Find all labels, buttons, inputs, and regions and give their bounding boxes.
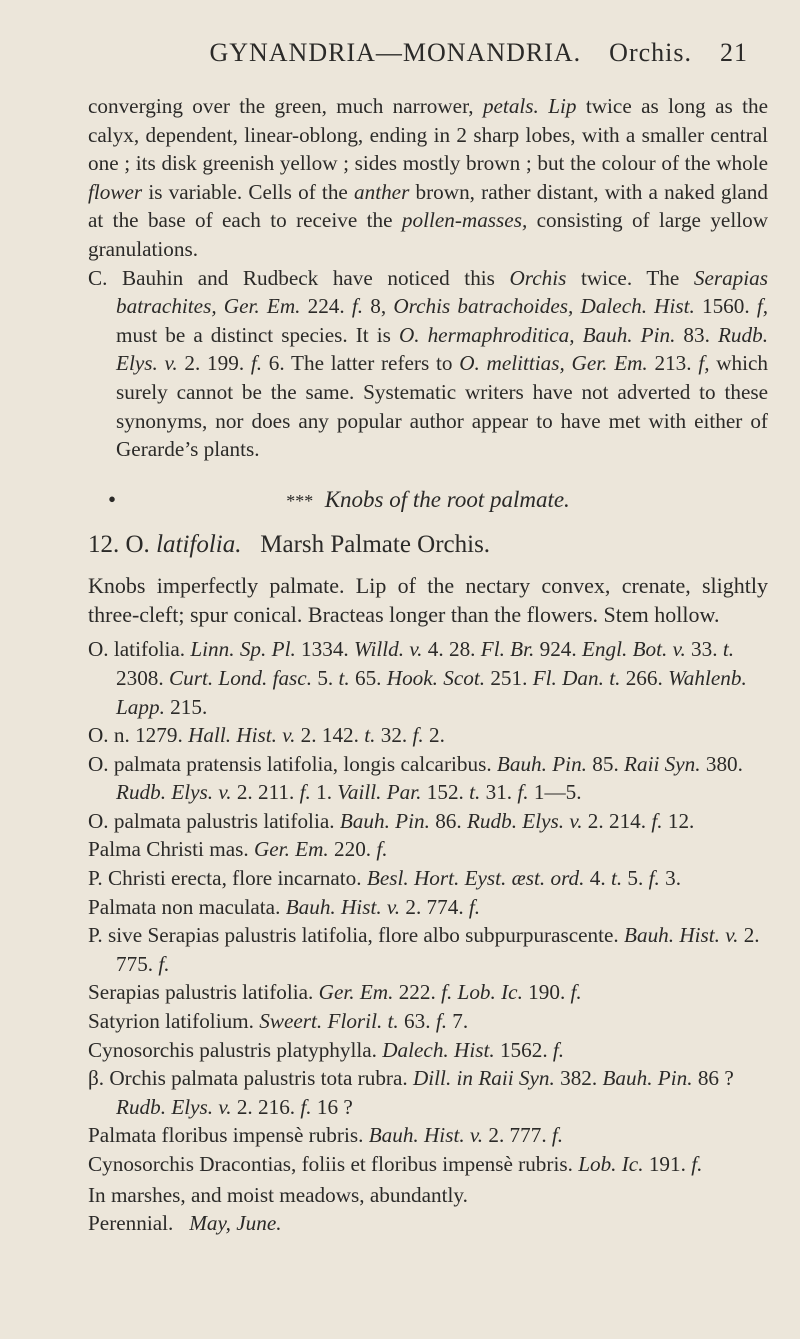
page-body <box>88 92 768 1238</box>
synonym-entry: O. n. 1279. Hall. Hist. v. 2. 142. t. 32. f. 2. <box>88 723 445 748</box>
continuation-paragraph: converging over the green, much narrower, petals. Lip twice as long as the calyx, dependent, linear-oblong, ending in 2 sharp lobes, with a smaller central one ; its disk greenish yellow ; sides mostly brown ; but the colour of the whole flower is variable. Cells of the anther brown, rather distant, with a naked gland at the base of each to receive the pollen-masses, consisting of large yellow granulations. <box>88 94 769 261</box>
synonym-entry: Palma Christi mas. Ger. Em. 220. f. <box>88 837 388 862</box>
synonym-entry: Palmata non maculata. Bauh. Hist. v. 2. 774. f. <box>88 894 481 919</box>
synonym-entry: P. sive Serapias palustris latifolia, flore albo subpurpurascente. Bauh. Hist. v. 2. 775. f. <box>88 923 760 976</box>
section-heading <box>88 486 768 516</box>
header-title: GYNANDRIA—MONANDRIA. <box>209 38 582 67</box>
synonym-entry: Satyrion latifolium. Sweert. Floril. t. 63. f. 7. <box>88 1009 469 1034</box>
page-number: 21 <box>720 38 748 67</box>
flowering-months: May, June. <box>189 1211 282 1236</box>
synonym-entry: Serapias palustris latifolia. Ger. Em. 222. f. Lob. Ic. 190. f. <box>88 980 582 1005</box>
duration-label: Perennial. <box>88 1211 174 1236</box>
synonym-list <box>88 635 768 1178</box>
header-genus: Orchis. <box>609 38 692 67</box>
synonym-entry: Palmata floribus impensè rubris. Bauh. Hist. v. 2. 777. f. <box>88 1123 564 1148</box>
species-latin: latifolia. <box>156 531 242 559</box>
synonym-entry: P. Christi erecta, flore incarnato. Besl. Hort. Eyst. æst. ord. 4. t. 5. f. 3. <box>88 866 681 891</box>
note-paragraph: C. Bauhin and Rudbeck have noticed this Orchis twice. The Serapias batrachites, Ger. Em. 224. f. 8, Orchis batrachoides, Dalech. Hist. 1560. f, must be a distinct species. It is O. hermaphroditica, Bauh. Pin. 83. Rudb. Elys. v. 2. 199. f. 6. The latter refers to O. melittias, Ger. Em. 213. f, which surely cannot be the same. Systematic writers have not adverted to these synonyms, nor does any popular author appear to have met with either of Gerarde’s plants. <box>88 265 769 462</box>
species-diagnosis: Knobs imperfectly palmate. Lip of the nectary convex, crenate, slightly three-cleft; spur conical. Bracteas longer than the flowers. Stem hollow. <box>88 573 768 628</box>
stray-mark: • <box>108 486 117 512</box>
synonym-entry: O. palmata palustris latifolia. Bauh. Pin. 86. Rudb. Elys. v. 2. 214. f. 12. <box>88 808 695 833</box>
section-stars: *** <box>286 490 314 511</box>
synonym-entry: Cynosorchis palustris platyphylla. Dalech. Hist. 1562. f. <box>88 1037 565 1062</box>
duration-line <box>88 1209 768 1238</box>
species-title <box>88 529 768 561</box>
synonym-entry: O. palmata pratensis latifolia, longis calcaribus. Bauh. Pin. 85. Raii Syn. 380. Rudb. Elys. v. 2. 211. f. 1. Vaill. Par. 152. t. 31. f. 1—5. <box>88 751 743 805</box>
synonym-entry: β. Orchis palmata palustris tota rubra. Dill. in Raii Syn. 382. Bauh. Pin. 86 ? Rudb. Elys. v. 2. 216. f. 16 ? <box>88 1066 734 1119</box>
habitat-line: In marshes, and moist meadows, abundantly. <box>88 1182 468 1207</box>
species-number: 12. O. <box>88 531 150 559</box>
running-header <box>0 38 800 68</box>
synonym-entry: Cynosorchis Dracontias, foliis et floribus impensè rubris. Lob. Ic. 191. f. <box>88 1152 703 1176</box>
synonym-entry: O. latifolia. Linn. Sp. Pl. 1334. Willd. v. 4. 28. Fl. Br. 924. Engl. Bot. v. 33. t. 2308. Curt. Lond. fasc. 5. t. 65. Hook. Scot. 251. Fl. Dan. t. 266. Wahlenb. Lapp. 215. <box>88 637 747 719</box>
section-title: Knobs of the root palmate. <box>324 486 570 512</box>
species-common-name: Marsh Palmate Orchis. <box>260 531 491 559</box>
